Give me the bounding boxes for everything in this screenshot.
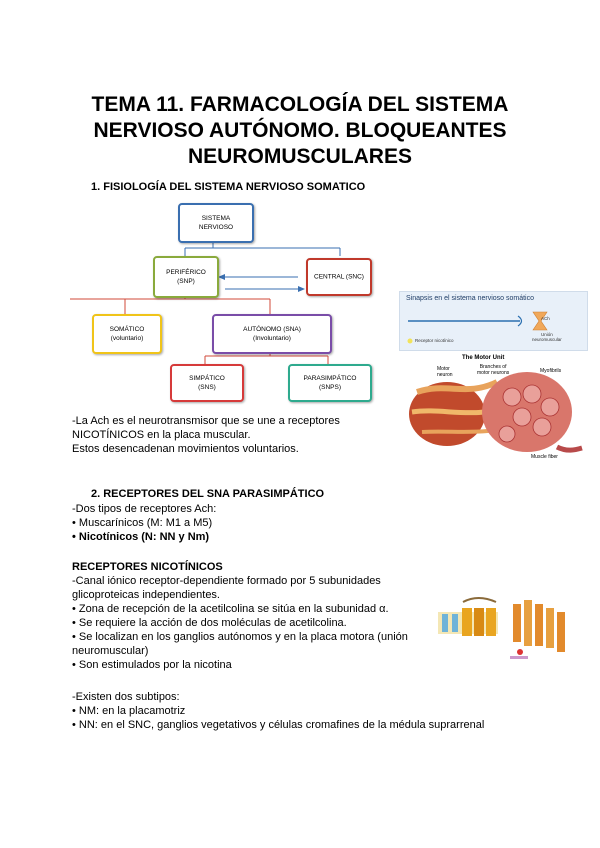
node-central-label: CENTRAL (SNC) xyxy=(314,273,364,281)
nicotinic-heading: RECEPTORES NICOTÍNICOS xyxy=(72,561,223,573)
section-1-heading: 1. FISIOLOGÍA DEL SISTEMA NERVIOSO SOMATICO xyxy=(91,181,366,193)
node-central xyxy=(306,258,372,296)
receptor-helix-4 xyxy=(546,608,554,648)
node-nervous-system-line1: SISTEMA xyxy=(201,215,231,222)
membrane-strip-2 xyxy=(452,614,458,632)
receptor-helix-5 xyxy=(557,612,565,652)
receptor-dot xyxy=(517,649,523,655)
fiber-4 xyxy=(513,408,531,426)
membrane-strip-1 xyxy=(442,614,448,632)
synapse-figure xyxy=(399,291,588,351)
fiber-3 xyxy=(541,398,559,416)
label-branches-line1: Branches of xyxy=(479,364,507,370)
label-branches-line2: motor neurons xyxy=(477,370,510,376)
node-autonomic-line2: (Involuntario) xyxy=(253,335,291,342)
receptor-channel-figure xyxy=(438,594,580,674)
receptor-channel-drawing xyxy=(438,594,580,674)
node-peripheral-line2: (SNP) xyxy=(177,278,195,285)
nicotinic-line-5: • Se localizan en los ganglios autónomos y en la placa motora (unión xyxy=(72,631,408,643)
fiber-2 xyxy=(523,385,541,403)
muscle-fiber-strand xyxy=(557,447,582,450)
section-2-intro: -Dos tipos de receptores Ach: xyxy=(72,503,217,515)
motor-unit-title: The Motor Unit xyxy=(462,355,505,361)
node-parasympathetic-line1: PARASIMPÁTICO xyxy=(303,375,357,382)
receptor-base-mark xyxy=(510,656,528,659)
arrowhead-right xyxy=(298,286,305,292)
node-parasympathetic xyxy=(288,364,372,402)
nervous-system-diagram xyxy=(70,196,380,406)
channel-subunit-3 xyxy=(486,608,496,636)
receptor-helix-3 xyxy=(535,604,543,646)
nicotinic-line-4: • Se requiere la acción de dos moléculas de acetilcolina. xyxy=(72,617,347,629)
label-motor-neuron xyxy=(437,366,453,378)
node-peripheral xyxy=(153,256,219,298)
channel-top xyxy=(463,598,496,602)
title-line-2: NERVIOSO AUTÓNOMO. BLOQUEANTES xyxy=(93,119,507,142)
label-branches xyxy=(477,364,509,376)
nicotinic-line-3: • Zona de recepción de la acetilcolina se sitúa en la subunidad α. xyxy=(72,603,389,615)
arrowhead-left xyxy=(218,274,225,280)
section-2-item-2: • Nicotínicos (N: NN y Nm) xyxy=(72,531,210,543)
motor-unit-figure xyxy=(407,352,585,464)
fiber-6 xyxy=(499,426,515,442)
nicotinic-line-2: glicoproteicas independientes. xyxy=(72,589,220,601)
nicotinic-line-7: • Son estimulados por la nicotina xyxy=(72,659,232,671)
synapse-legend-text: Receptor nicotínico xyxy=(415,338,454,343)
nicotinic-line-1: -Canal iónico receptor-dependiente formado por 5 subunidades xyxy=(72,575,381,587)
node-somatic-line1: SOMÁTICO xyxy=(109,326,145,333)
node-somatic xyxy=(92,314,162,354)
node-nervous-system xyxy=(178,203,254,243)
subtype-nm: • NM: en la placamotriz xyxy=(72,705,186,717)
subtypes-intro: -Existen dos subtipos: xyxy=(72,691,180,703)
nicotinic-line-6: neuromuscular) xyxy=(72,645,149,657)
section-2-heading: 2. RECEPTORES DEL SNA PARASIMPÁTICO xyxy=(91,488,325,500)
page-title xyxy=(60,92,540,170)
channel-subunit-2 xyxy=(474,608,484,636)
label-motor-neuron-line1: Motor xyxy=(437,366,450,372)
synapse-junction-shape xyxy=(533,312,547,330)
synapse-junction-label xyxy=(532,332,562,342)
node-somatic-line2: (voluntario) xyxy=(110,335,144,342)
section-2-list xyxy=(72,502,216,544)
synapse-junction-line1: Unión xyxy=(541,332,553,337)
synapse-junction-line2: neuromuscular xyxy=(532,337,562,342)
node-autonomic xyxy=(212,314,332,354)
paragraph-line-3: Estos desencadenan movimientos voluntarios. xyxy=(72,443,299,455)
channel-subunit-1 xyxy=(462,608,472,636)
title-line-1: TEMA 11. FARMACOLOGÍA DEL SISTEMA xyxy=(91,93,509,116)
fiber-1 xyxy=(503,388,521,406)
node-sympathetic-line1: SIMPÁTICO xyxy=(189,375,225,382)
node-sympathetic xyxy=(170,364,244,402)
receptor-helix-2 xyxy=(524,600,532,646)
subtype-nn: • NN: en el SNC, ganglios vegetativos y células cromafines de la médula suprarrenal xyxy=(72,719,485,731)
node-parasympathetic-line2: (SNPS) xyxy=(318,384,342,391)
fiber-5 xyxy=(533,418,551,436)
section-1-paragraph xyxy=(72,414,340,456)
subtypes-block xyxy=(72,690,484,732)
section-2-item-1: • Muscarínicos (M: M1 a M5) xyxy=(72,517,213,529)
paragraph-line-1: -La Ach es el neurotransmisor que se une a receptores xyxy=(72,415,340,427)
label-myofibrils: Myofibrils xyxy=(540,368,562,374)
label-motor-neuron-line2: neuron xyxy=(437,372,453,378)
title-line-3: NEUROMUSCULARES xyxy=(187,145,412,168)
synapse-title: Sinapsis en el sistema nervioso somático xyxy=(406,295,535,302)
node-sympathetic-line2: (SNS) xyxy=(198,384,216,391)
node-peripheral-line1: PERIFÉRICO xyxy=(166,269,206,276)
node-autonomic-line1: AUTÓNOMO (SNA) xyxy=(243,326,301,333)
paragraph-line-2: NICOTÍNICOS en la placa muscular. xyxy=(72,429,251,441)
nicotinic-description xyxy=(72,574,408,672)
node-nervous-system-line2: NERVIOSO xyxy=(198,224,234,231)
synapse-legend-swatch xyxy=(408,339,413,344)
receptor-helix-1 xyxy=(513,604,521,642)
synapse-ach-label: ACh xyxy=(541,316,550,321)
label-muscle-fiber: Muscle fiber xyxy=(531,454,558,460)
